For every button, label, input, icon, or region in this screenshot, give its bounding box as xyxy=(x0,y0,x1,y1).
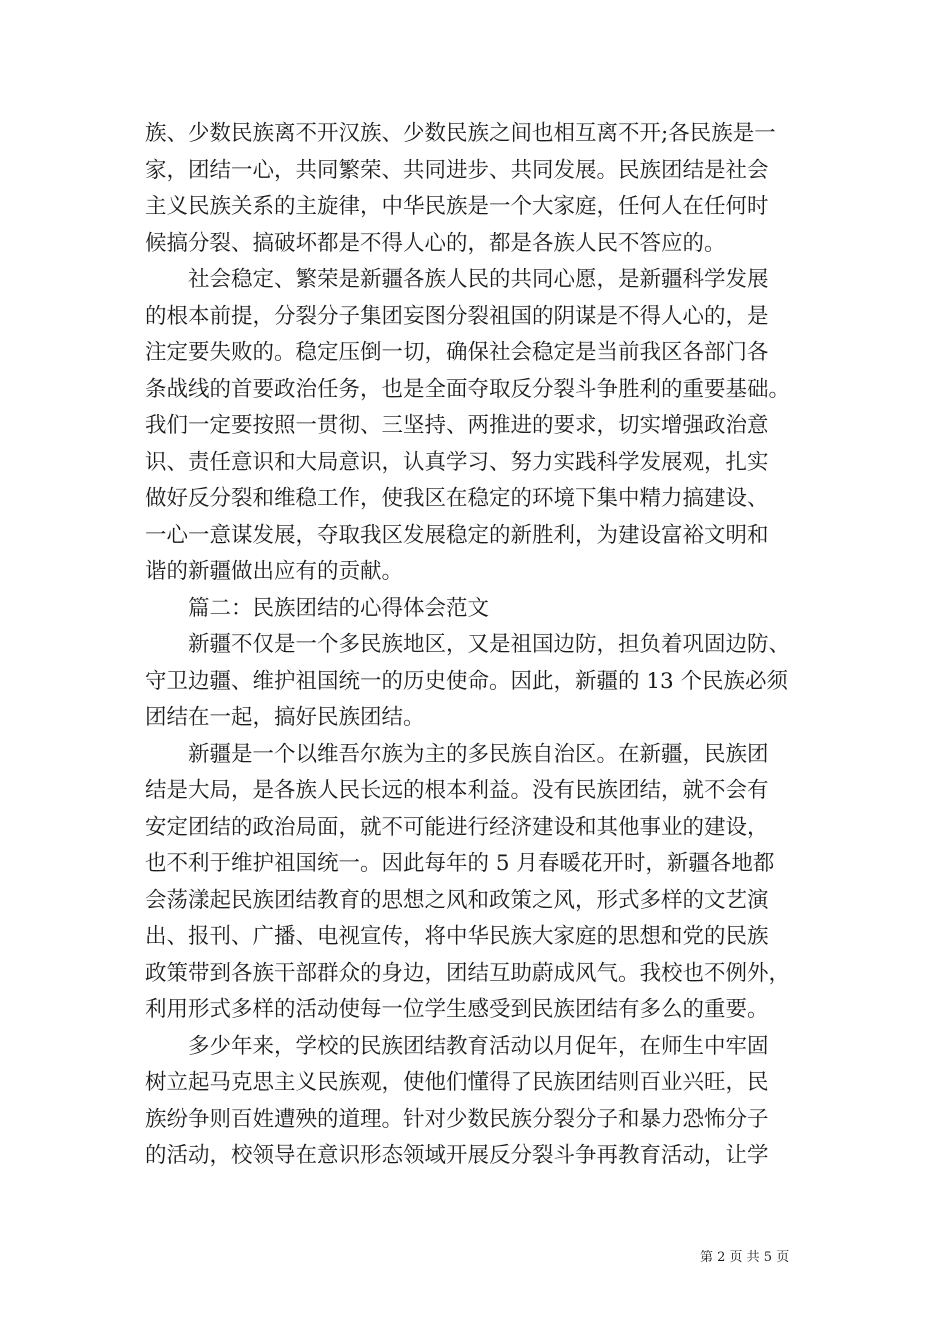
text-line: 新疆是一个以维吾尔族为主的多民族自治区。在新疆，民族团 xyxy=(145,741,769,767)
text-line: 家，团结一心，共同繁荣、共同进步、共同发展。民族团结是社会 xyxy=(145,157,769,183)
text-line: 会荡漾起民族团结教育的思想之风和政策之风，形式多样的文艺演 xyxy=(145,887,769,913)
text-line: 候搞分裂、搞破坏都是不得人心的，都是各族人民不答应的。 xyxy=(145,230,726,256)
text-line: 多少年来，学校的民族团结教育活动以月促年，在师生中牢固 xyxy=(145,1033,769,1059)
text-line: 我们一定要按照一贯彻、三坚持、两推进的要求，切实增强政治意 xyxy=(145,413,769,438)
text-line: 识、责任意识和大局意识，认真学习、努力实践科学发展观，扎实 xyxy=(145,449,769,475)
text-line: 主义民族关系的主旋律，中华民族是一个大家庭，任何人在任何时 xyxy=(145,194,769,219)
text-line: 的根本前提，分裂分子集团妄图分裂祖国的阴谋是不得人心的，是 xyxy=(145,303,769,329)
text-line: 结是大局，是各族人民长远的根本利益。没有民族团结，就不会有 xyxy=(145,778,769,803)
text-line: 也不利于维护祖国统一。因此每年的 5 月春暖花开时，新疆各地都 xyxy=(145,851,775,876)
text-line: 团结在一起，搞好民族团结。 xyxy=(145,705,425,730)
text-line: 的活动，校领导在意识形态领域开展反分裂斗争再教育活动，让学 xyxy=(145,1143,769,1168)
text-line: 族纷争则百姓遭殃的道理。针对少数民族分裂分子和暴力恐怖分子 xyxy=(145,1106,769,1132)
text-line: 条战线的首要政治任务，也是全面夺取反分裂斗争胜利的重要基础。 xyxy=(145,376,791,402)
text-line: 新疆不仅是一个多民族地区，又是祖国边防，担负着巩固边防、 xyxy=(145,632,791,657)
text-line: 注定要失败的。稳定压倒一切，确保社会稳定是当前我区各部门各 xyxy=(145,340,769,365)
text-line: 谐的新疆做出应有的贡献。 xyxy=(145,559,404,584)
text-line: 政策带到各族干部群众的身边，团结互助蔚成风气。我校也不例外， xyxy=(145,960,791,986)
text-line: 安定团结的政治局面，就不可能进行经济建设和其他事业的建设， xyxy=(145,814,769,840)
text-line: 做好反分裂和维稳工作，使我区在稳定的环境下集中精力搞建设、 xyxy=(145,486,769,511)
text-line: 篇二：民族团结的心得体会范文 xyxy=(145,595,490,621)
text-line: 利用形式多样的活动使每一位学生感受到民族团结有多么的重要。 xyxy=(145,997,769,1022)
text-line: 守卫边疆、维护祖国统一的历史使命。因此，新疆的 13 个民族必须 xyxy=(145,668,789,694)
document-body xyxy=(145,116,815,1175)
text-line: 一心一意谋发展，夺取我区发展稳定的新胜利，为建设富裕文明和 xyxy=(145,522,769,548)
text-line: 族、少数民族离不开汉族、少数民族之间也相互离不开;各民族是一 xyxy=(145,121,776,146)
page-number: 第 2 页 共 5 页 xyxy=(700,1250,790,1265)
text-line: 出、报刊、广播、电视宣传，将中华民族大家庭的思想和党的民族 xyxy=(145,924,769,949)
text-line: 社会稳定、繁荣是新疆各族人民的共同心愿，是新疆科学发展 xyxy=(145,267,769,292)
text-line: 树立起马克思主义民族观，使他们懂得了民族团结则百业兴旺，民 xyxy=(145,1070,769,1095)
